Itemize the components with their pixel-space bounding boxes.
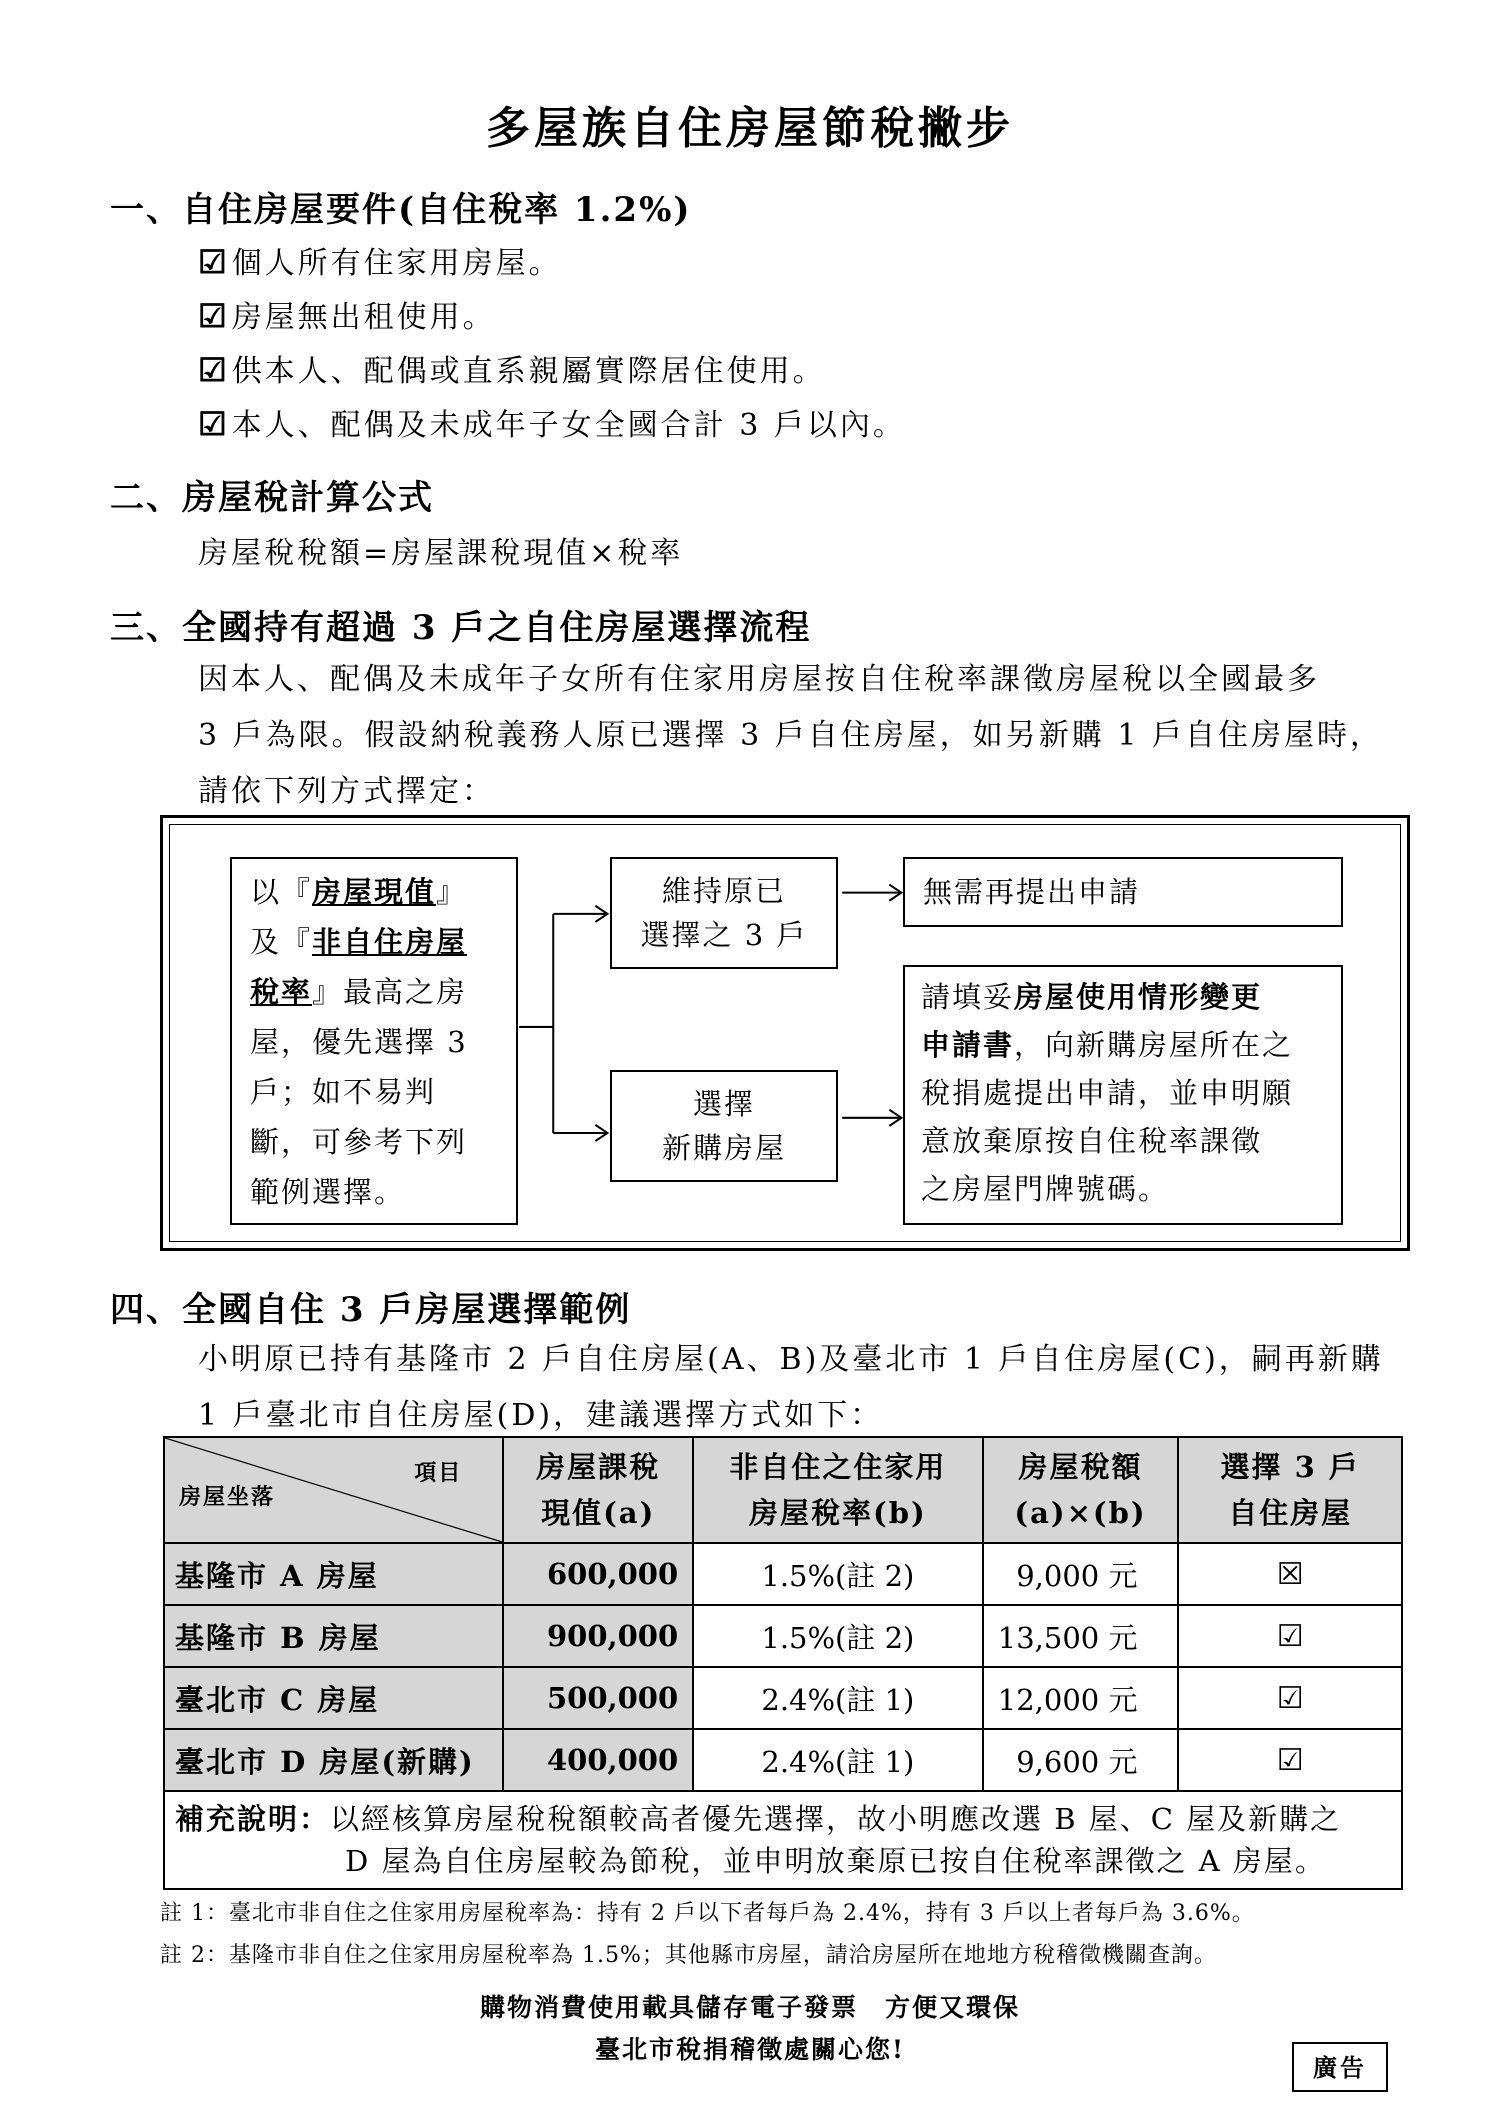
checkbox-checked-icon: ☑ [1178,1729,1402,1791]
requirement-item [198,346,826,390]
tax-amount: 9,000 元 [983,1543,1179,1605]
flow-no-apply-box: 無需再提出申請 [903,857,1343,927]
tax-rate: 1.5%(註 2) [693,1543,982,1605]
supplementary-note: 補充說明：以經核算房屋稅稅額較高者優先選擇，故小明應改選 B 屋、C 屋及新購之 D 屋為自住房屋較為節稅，並申明放棄原已按自住稅率課徵之 A 房屋。 [164,1791,1402,1889]
checkbox-checked-icon: ☑ [198,351,230,389]
tax-rate: 1.5%(註 2) [693,1605,982,1667]
header-tax-amount: 房屋稅額 (a)×(b) [983,1437,1179,1543]
header-tax-rate: 非自住之住家用 房屋稅率(b) [693,1437,982,1543]
flow-start-box: 以『房屋現值』 及『非自住房屋 稅率』最高之房 屋，優先選擇 3 戶；如不易判 斷，可參考下列 範例選擇。 [230,857,518,1225]
paragraph-line: 3 戶為限。假設納稅義務人原已選擇 3 戶自住房屋，如另新購 1 戶自住房屋時， [198,718,1383,753]
paragraph-line: 1 戶臺北市自住房屋(D)，建議選擇方式如下： [198,1398,884,1433]
tax-rate: 2.4%(註 1) [693,1729,982,1791]
checkbox-crossed-icon: ☒ [1178,1543,1402,1605]
checkbox-checked-icon: ☑ [198,297,230,335]
paragraph-line: 請依下列方式擇定： [198,774,495,809]
house-location: 基隆市 A 房屋 [164,1543,503,1605]
tax-amount: 13,500 元 [983,1605,1179,1667]
checkbox-checked-icon: ☑ [1178,1667,1402,1729]
requirement-item [198,292,496,336]
header-location-label: 房屋坐落 [179,1484,276,1510]
tax-amount: 12,000 元 [983,1667,1179,1729]
note-label: 補充說明： [175,1802,331,1836]
header-item-label: 項目 [414,1460,463,1486]
header-selection: 選擇 3 戶 自住房屋 [1178,1437,1402,1543]
checkbox-checked-icon: ☑ [198,243,230,281]
tax-rate: 2.4%(註 1) [693,1667,982,1729]
ad-badge: 廣告 [1292,2042,1388,2092]
house-location: 臺北市 D 房屋(新購) [164,1729,503,1791]
house-location: 基隆市 B 房屋 [164,1605,503,1667]
flowchart [160,815,1410,1251]
section3-heading: 三、全國持有超過 3 戶之自住房屋選擇流程 [110,608,812,648]
requirement-text: 供本人、配偶或直系親屬實際居住使用。 [231,354,826,389]
requirement-text: 房屋無出租使用。 [231,300,496,335]
assessed-value: 600,000 [503,1543,693,1605]
paragraph-line: 小明原已持有基隆市 2 戶自住房屋(A、B)及臺北市 1 戶自住房屋(C)，嗣再新購 [198,1342,1384,1377]
section2-heading: 二、房屋稅計算公式 [110,478,434,518]
tax-amount: 9,600 元 [983,1729,1179,1791]
flow-apply-box: 請填妥房屋使用情形變更 申請書，向新購房屋所在之 稅捐處提出申請，並申明願 意放棄原按自住稅率課徵 之房屋門牌號碼。 [903,965,1343,1225]
flow-keep-original-box: 維持原已 選擇之 3 戶 [610,857,838,969]
section1-heading: 一、自住房屋要件(自住稅率 1.2%) [110,190,692,230]
table-header-row [164,1437,1402,1543]
section4-paragraph [198,1332,1408,1444]
table-row [164,1543,1402,1605]
example-table [163,1436,1403,1890]
assessed-value: 900,000 [503,1605,693,1667]
paragraph-line: 因本人、配偶及未成年子女所有住家用房屋按自住稅率課徵房屋稅以全國最多 [198,662,1320,697]
footer-agency: 臺北市稅捐稽徵處關心您! [595,2035,905,2064]
requirement-item [198,400,906,444]
section3-paragraph [198,652,1408,820]
footnote-2: 註 2：基隆市非自住之住家用房屋稅率為 1.5%；其他縣市房屋，請洽房屋所在地地方稅稽徵機關查詢。 [160,1943,1217,1968]
checkbox-checked-icon: ☑ [198,405,230,443]
table-row [164,1605,1402,1667]
flow-choose-new-box: 選擇 新購房屋 [610,1070,838,1182]
requirement-text: 本人、配偶及未成年子女全國合計 3 戶以內。 [231,408,906,443]
header-assessed-value: 房屋課稅 現值(a) [503,1437,693,1543]
tax-formula: 房屋稅稅額=房屋課稅現值×稅率 [198,536,684,571]
house-location: 臺北市 C 房屋 [164,1667,503,1729]
page-title: 多屋族自住房屋節稅撇步 [486,103,1014,154]
assessed-value: 500,000 [503,1667,693,1729]
section4-heading: 四、全國自住 3 戶房屋選擇範例 [110,1290,632,1330]
requirement-item [198,238,562,282]
footnote-1: 註 1：臺北市非自住之住家用房屋稅率為：持有 2 戶以下者每戶為 2.4%，持有 3 戶以上者每戶為 3.6%。 [160,1901,1255,1926]
assessed-value: 400,000 [503,1729,693,1791]
checkbox-checked-icon: ☑ [1178,1605,1402,1667]
table-row [164,1729,1402,1791]
diagonal-header-cell [164,1437,503,1543]
table-note-row [164,1791,1402,1889]
requirement-text: 個人所有住家用房屋。 [231,246,562,281]
table-row [164,1667,1402,1729]
footer-slogan: 購物消費使用載具儲存電子發票 方便又環保 [479,1993,1020,2022]
flowchart-inner-border [169,824,1401,1242]
